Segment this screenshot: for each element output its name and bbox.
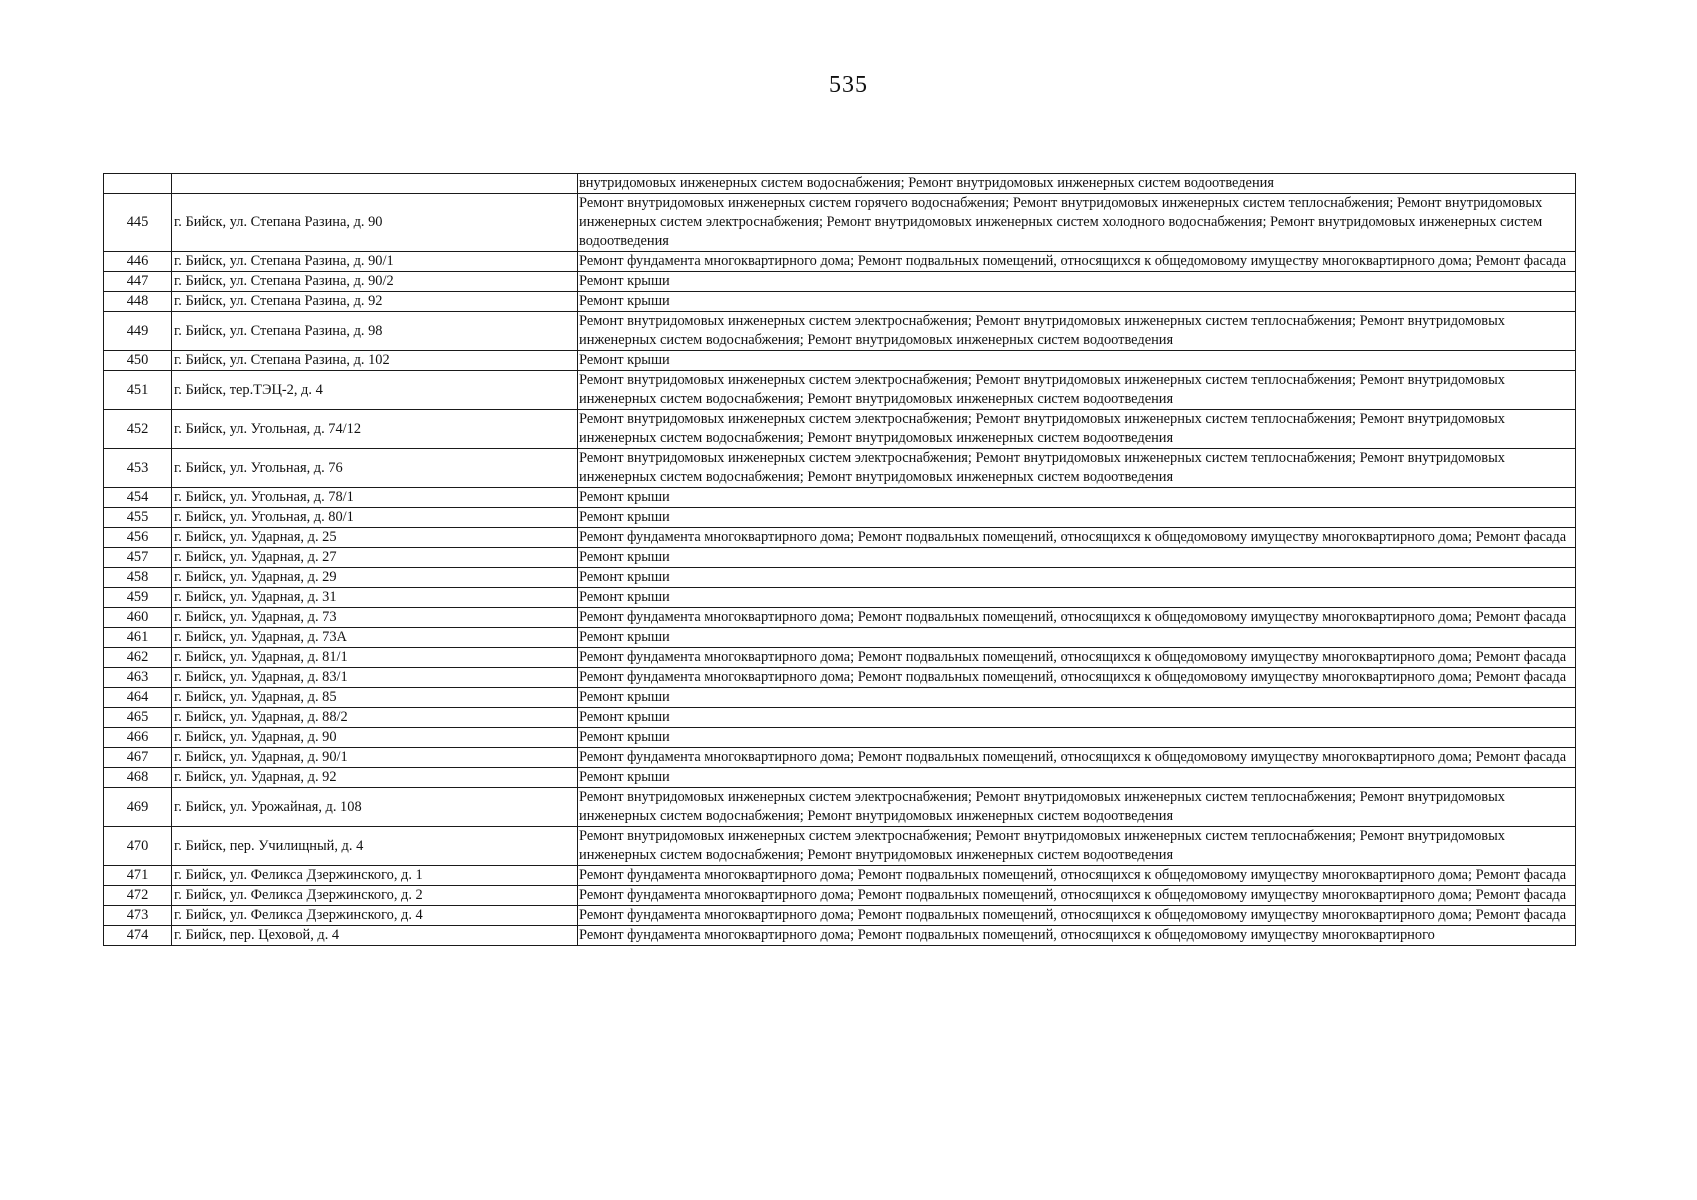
table-row [104,449,1576,488]
row-number-cell: 471 [104,866,172,886]
address-cell: г. Бийск, тер.ТЭЦ-2, д. 4 [172,371,578,410]
repair-works-cell: Ремонт крыши [578,508,1576,528]
row-number-cell: 455 [104,508,172,528]
table-row [104,608,1576,628]
table-row [104,886,1576,906]
address-cell: г. Бийск, ул. Урожайная, д. 108 [172,788,578,827]
repair-works-cell: Ремонт фундамента многоквартирного дома; Ремонт подвальных помещений, относящихся к общедомовому имуществу многоквартирного дома; Ремонт фасада [578,886,1576,906]
address-cell: г. Бийск, ул. Ударная, д. 81/1 [172,648,578,668]
repair-works-cell: Ремонт крыши [578,708,1576,728]
row-number-cell: 465 [104,708,172,728]
table-row [104,528,1576,548]
row-number-cell: 452 [104,410,172,449]
row-number-cell: 469 [104,788,172,827]
row-number-cell: 460 [104,608,172,628]
address-cell: г. Бийск, ул. Угольная, д. 76 [172,449,578,488]
repair-works-cell: Ремонт внутридомовых инженерных систем электроснабжения; Ремонт внутридомовых инженерных систем теплоснабжения; Ремонт внутридомовых инженерных систем водоснабжения; Ремонт внутридомовых инженерных систем водоотведения [578,371,1576,410]
row-number-cell: 453 [104,449,172,488]
address-cell: г. Бийск, ул. Степана Разина, д. 98 [172,312,578,351]
repair-works-cell: Ремонт крыши [578,488,1576,508]
repair-works-cell: Ремонт крыши [578,688,1576,708]
repair-works-cell: Ремонт внутридомовых инженерных систем электроснабжения; Ремонт внутридомовых инженерных систем теплоснабжения; Ремонт внутридомовых инженерных систем водоснабжения; Ремонт внутридомовых инженерных систем водоотведения [578,788,1576,827]
table-row [104,827,1576,866]
table-row [104,351,1576,371]
repair-works-cell: Ремонт внутридомовых инженерных систем электроснабжения; Ремонт внутридомовых инженерных систем теплоснабжения; Ремонт внутридомовых инженерных систем водоснабжения; Ремонт внутридомовых инженерных систем водоотведения [578,312,1576,351]
row-number-cell: 448 [104,292,172,312]
repair-works-cell: Ремонт фундамента многоквартирного дома; Ремонт подвальных помещений, относящихся к общедомовому имуществу многоквартирного [578,926,1576,946]
address-cell: г. Бийск, ул. Феликса Дзержинского, д. 2 [172,886,578,906]
repair-works-cell: Ремонт крыши [578,292,1576,312]
table-row [104,668,1576,688]
address-cell: г. Бийск, ул. Ударная, д. 90/1 [172,748,578,768]
address-cell: г. Бийск, ул. Ударная, д. 31 [172,588,578,608]
row-number-cell: 472 [104,886,172,906]
row-number-cell: 462 [104,648,172,668]
row-number-cell: 463 [104,668,172,688]
table-row [104,628,1576,648]
repair-works-cell: Ремонт фундамента многоквартирного дома; Ремонт подвальных помещений, относящихся к общедомовому имуществу многоквартирного дома; Ремонт фасада [578,252,1576,272]
address-cell: г. Бийск, пер. Цеховой, д. 4 [172,926,578,946]
address-cell: г. Бийск, ул. Степана Разина, д. 90/1 [172,252,578,272]
address-cell: г. Бийск, ул. Ударная, д. 73 [172,608,578,628]
repair-works-cell: Ремонт крыши [578,768,1576,788]
address-cell: г. Бийск, ул. Степана Разина, д. 92 [172,292,578,312]
repair-works-cell: Ремонт крыши [578,548,1576,568]
repair-works-cell: Ремонт фундамента многоквартирного дома; Ремонт подвальных помещений, относящихся к общедомовому имуществу многоквартирного дома; Ремонт фасада [578,668,1576,688]
table-row [104,866,1576,886]
row-number-cell: 451 [104,371,172,410]
repair-works-cell: Ремонт фундамента многоквартирного дома; Ремонт подвальных помещений, относящихся к общедомовому имуществу многоквартирного дома; Ремонт фасада [578,648,1576,668]
address-cell: г. Бийск, ул. Феликса Дзержинского, д. 4 [172,906,578,926]
table-row [104,272,1576,292]
address-cell: г. Бийск, ул. Степана Разина, д. 90 [172,194,578,252]
repair-works-cell: Ремонт фундамента многоквартирного дома; Ремонт подвальных помещений, относящихся к общедомовому имуществу многоквартирного дома; Ремонт фасада [578,528,1576,548]
repair-works-cell: Ремонт внутридомовых инженерных систем электроснабжения; Ремонт внутридомовых инженерных систем теплоснабжения; Ремонт внутридомовых инженерных систем водоснабжения; Ремонт внутридомовых инженерных систем водоотведения [578,410,1576,449]
repair-works-cell: Ремонт фундамента многоквартирного дома; Ремонт подвальных помещений, относящихся к общедомовому имуществу многоквартирного дома; Ремонт фасада [578,608,1576,628]
repair-works-cell: Ремонт крыши [578,272,1576,292]
repair-works-cell: Ремонт крыши [578,728,1576,748]
table-row [104,926,1576,946]
row-number-cell: 464 [104,688,172,708]
row-number-cell: 466 [104,728,172,748]
row-number-cell: 457 [104,548,172,568]
row-number-cell: 447 [104,272,172,292]
repair-works-cell: Ремонт фундамента многоквартирного дома; Ремонт подвальных помещений, относящихся к общедомовому имуществу многоквартирного дома; Ремонт фасада [578,906,1576,926]
table-row [104,371,1576,410]
table-row [104,194,1576,252]
repair-works-cell: Ремонт внутридомовых инженерных систем электроснабжения; Ремонт внутридомовых инженерных систем теплоснабжения; Ремонт внутридомовых инженерных систем водоснабжения; Ремонт внутридомовых инженерных систем водоотведения [578,827,1576,866]
table-row [104,588,1576,608]
table-row [104,748,1576,768]
repair-works-cell: Ремонт фундамента многоквартирного дома; Ремонт подвальных помещений, относящихся к общедомовому имуществу многоквартирного дома; Ремонт фасада [578,866,1576,886]
table-row [104,292,1576,312]
address-cell: г. Бийск, ул. Ударная, д. 85 [172,688,578,708]
row-number-cell: 470 [104,827,172,866]
row-number-cell: 445 [104,194,172,252]
address-cell: г. Бийск, ул. Ударная, д. 73А [172,628,578,648]
address-cell: г. Бийск, ул. Ударная, д. 92 [172,768,578,788]
repair-works-cell: Ремонт крыши [578,628,1576,648]
address-cell: г. Бийск, ул. Ударная, д. 25 [172,528,578,548]
repair-works-cell: Ремонт крыши [578,568,1576,588]
address-cell: г. Бийск, ул. Угольная, д. 74/12 [172,410,578,449]
table-row [104,688,1576,708]
table-row [104,788,1576,827]
repair-works-cell: Ремонт внутридомовых инженерных систем горячего водоснабжения; Ремонт внутридомовых инженерных систем теплоснабжения; Ремонт внутридомовых инженерных систем электроснабжения; Ремонт внутридомовых инженерных систем холодного водоснабжения; Ремонт внутридомовых инженерных систем водоотведения [578,194,1576,252]
table-row [104,312,1576,351]
address-cell: г. Бийск, ул. Угольная, д. 78/1 [172,488,578,508]
row-number-cell: 449 [104,312,172,351]
repair-works-cell: Ремонт внутридомовых инженерных систем электроснабжения; Ремонт внутридомовых инженерных систем теплоснабжения; Ремонт внутридомовых инженерных систем водоснабжения; Ремонт внутридомовых инженерных систем водоотведения [578,449,1576,488]
row-number-cell: 459 [104,588,172,608]
row-number-cell: 474 [104,926,172,946]
row-number-cell: 461 [104,628,172,648]
row-number-cell: 458 [104,568,172,588]
row-number-cell [104,174,172,194]
address-cell: г. Бийск, ул. Ударная, д. 83/1 [172,668,578,688]
address-cell: г. Бийск, ул. Степана Разина, д. 90/2 [172,272,578,292]
row-number-cell: 468 [104,768,172,788]
address-cell: г. Бийск, ул. Ударная, д. 29 [172,568,578,588]
page-number: 535 [829,72,868,98]
row-number-cell: 456 [104,528,172,548]
row-number-cell: 446 [104,252,172,272]
address-cell: г. Бийск, пер. Училищный, д. 4 [172,827,578,866]
row-number-cell: 467 [104,748,172,768]
row-number-cell: 450 [104,351,172,371]
row-number-cell: 473 [104,906,172,926]
table-row [104,708,1576,728]
table-row [104,728,1576,748]
address-cell: г. Бийск, ул. Степана Разина, д. 102 [172,351,578,371]
address-cell: г. Бийск, ул. Феликса Дзержинского, д. 1 [172,866,578,886]
table-row [104,568,1576,588]
table-row [104,508,1576,528]
table-row [104,410,1576,449]
address-cell [172,174,578,194]
table-row [104,768,1576,788]
table-row [104,906,1576,926]
table-row [104,648,1576,668]
table-row [104,548,1576,568]
repair-works-cell: внутридомовых инженерных систем водоснабжения; Ремонт внутридомовых инженерных систем водоотведения [578,174,1576,194]
table-row [104,174,1576,194]
table-row [104,488,1576,508]
registry-table-body [104,174,1576,946]
repair-registry-table [103,173,1576,946]
address-cell: г. Бийск, ул. Ударная, д. 90 [172,728,578,748]
address-cell: г. Бийск, ул. Ударная, д. 88/2 [172,708,578,728]
address-cell: г. Бийск, ул. Ударная, д. 27 [172,548,578,568]
repair-works-cell: Ремонт крыши [578,351,1576,371]
repair-works-cell: Ремонт крыши [578,588,1576,608]
table-row [104,252,1576,272]
address-cell: г. Бийск, ул. Угольная, д. 80/1 [172,508,578,528]
row-number-cell: 454 [104,488,172,508]
repair-works-cell: Ремонт фундамента многоквартирного дома; Ремонт подвальных помещений, относящихся к общедомовому имуществу многоквартирного дома; Ремонт фасада [578,748,1576,768]
